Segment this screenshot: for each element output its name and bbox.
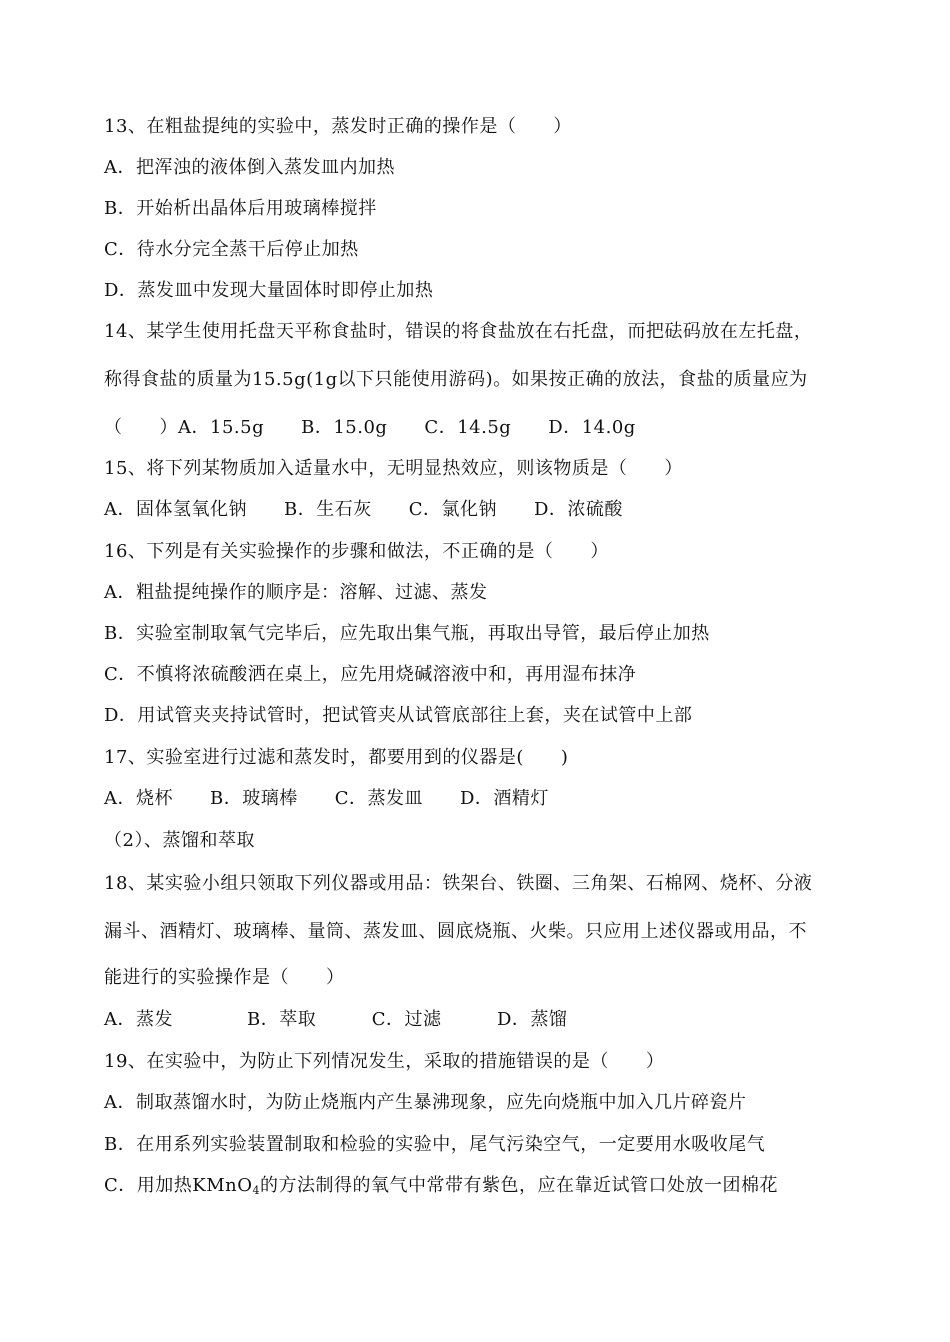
q13-option-b: B．开始析出晶体后用玻璃棒搅拌 bbox=[104, 198, 377, 219]
section-heading: （2）、蒸馏和萃取 bbox=[104, 830, 255, 851]
q13-option-a: A．把浑浊的液体倒入蒸发皿内加热 bbox=[104, 157, 395, 178]
q16-option-d: D．用试管夹夹持试管时，把试管夹从试管底部往上套，夹在试管中上部 bbox=[104, 705, 693, 726]
q16-stem: 16、下列是有关实验操作的步骤和做法，不正确的是（ ） bbox=[104, 541, 609, 562]
q19-option-c-subscript: 4 bbox=[252, 1184, 260, 1197]
q13-option-d: D．蒸发皿中发现大量固体时即停止加热 bbox=[104, 280, 434, 301]
q19-option-c-text-end: 的方法制得的氧气中常带有紫色，应在靠近试管口处放一团棉花 bbox=[260, 1175, 778, 1196]
q14-options: （ ）A．15.5g B．15.0g C．14.5g D．14.0g bbox=[104, 417, 636, 438]
q16-option-b: B．实验室制取氧气完毕后，应先取出集气瓶，再取出导管，最后停止加热 bbox=[104, 623, 710, 644]
q19-option-a: A．制取蒸馏水时，为防止烧瓶内产生暴沸现象，应先向烧瓶中加入几片碎瓷片 bbox=[104, 1092, 747, 1113]
q19-option-c-text-start: C．用加热KMnO bbox=[104, 1175, 253, 1196]
q14-stem-line-2: 称得食盐的质量为15.5g(1g以下只能使用游码)。如果按正确的放法，食盐的质量应为 bbox=[104, 369, 808, 390]
q19-option-b: B．在用系列实验装置制取和检验的实验中，尾气污染空气，一定要用水吸收尾气 bbox=[104, 1134, 766, 1155]
q16-option-c: C．不慎将浓硫酸洒在桌上，应先用烧碱溶液中和，再用湿布抹净 bbox=[104, 664, 637, 685]
q14-stem-line-1: 14、某学生使用托盘天平称食盐时，错误的将食盐放在右托盘，而把砝码放在左托盘， bbox=[104, 321, 813, 342]
q18-stem-line-3: 能进行的实验操作是（ ） bbox=[104, 967, 345, 988]
q15-options: A．固体氢氧化钠 B．生石灰 C．氯化钠 D．浓硫酸 bbox=[104, 499, 623, 520]
q18-stem-line-2: 漏斗、酒精灯、玻璃棒、量筒、蒸发皿、圆底烧瓶、火柴。只应用上述仪器或用品，不 bbox=[104, 921, 807, 942]
q16-option-a: A．粗盐提纯操作的顺序是：溶解、过滤、蒸发 bbox=[104, 582, 488, 603]
q19-option-c bbox=[104, 1174, 778, 1203]
q13-stem: 13、在粗盐提纯的实验中，蒸发时正确的操作是（ ） bbox=[104, 116, 572, 137]
q13-option-c: C．待水分完全蒸干后停止加热 bbox=[104, 239, 359, 260]
q15-stem: 15、将下列某物质加入适量水中，无明显热效应，则该物质是（ ） bbox=[104, 458, 683, 479]
q18-stem-line-1: 18、某实验小组只领取下列仪器或用品：铁架台、铁圈、三角架、石棉网、烧杯、分液 bbox=[104, 873, 813, 894]
q18-options: A．蒸发 B．萃取 C．过滤 D．蒸馏 bbox=[104, 1009, 568, 1030]
q17-options: A．烧杯 B．玻璃棒 C．蒸发皿 D．酒精灯 bbox=[104, 788, 549, 809]
q19-stem: 19、在实验中，为防止下列情况发生，采取的措施错误的是（ ） bbox=[104, 1051, 665, 1072]
q17-stem: 17、实验室进行过滤和蒸发时，都要用到的仪器是( ) bbox=[104, 747, 569, 768]
